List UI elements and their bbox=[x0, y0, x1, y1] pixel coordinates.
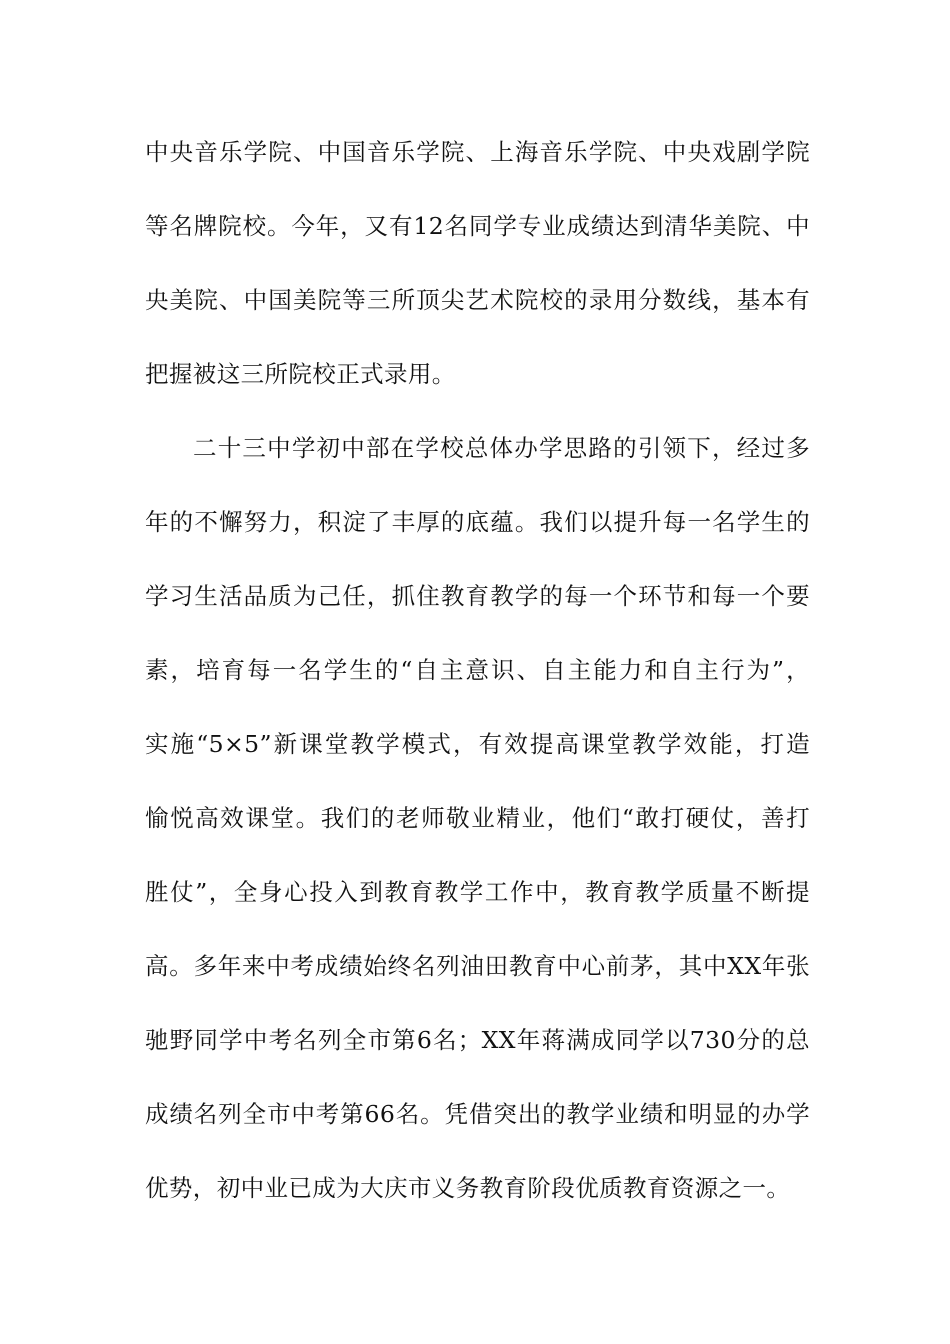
text-line: 愉悦高效课堂。我们的老师敬业精业，他们“敢打硬仗，善打 bbox=[145, 804, 810, 832]
text-line: 实施“5×5”新课堂教学模式，有效提高课堂教学效能，打造 bbox=[145, 730, 810, 758]
text-line: 央美院、中国美院等三所顶尖艺术院校的录用分数线，基本有 bbox=[145, 286, 810, 314]
text-line: 胜仗”，全身心投入到教育教学工作中，教育教学质量不断提 bbox=[145, 878, 810, 906]
text-line: 素，培育每一名学生的“自主意识、自主能力和自主行为”， bbox=[145, 656, 810, 684]
text-line: 学习生活品质为己任，抓住教育教学的每一个环节和每一个要 bbox=[145, 582, 810, 610]
text-line: 优势，初中业已成为大庆市义务教育阶段优质教育资源之一。 bbox=[145, 1174, 791, 1202]
text-line: 中央音乐学院、中国音乐学院、上海音乐学院、中央戏剧学院 bbox=[145, 138, 810, 166]
text-line: 成绩名列全市中考第66名。凭借突出的教学业绩和明显的办学 bbox=[145, 1100, 810, 1128]
text-line: 等名牌院校。今年，又有12名同学专业成绩达到清华美院、中 bbox=[145, 212, 810, 240]
text-line: 高。多年来中考成绩始终名列油田教育中心前茅，其中XX年张 bbox=[145, 952, 810, 980]
text-line: 年的不懈努力，积淀了丰厚的底蕴。我们以提升每一名学生的 bbox=[145, 508, 810, 536]
text-line: 驰野同学中考名列全市第6名；XX年蒋满成同学以730分的总 bbox=[145, 1026, 810, 1054]
text-line: 二十三中学初中部在学校总体办学思路的引领下，经过多 bbox=[193, 434, 810, 462]
text-line: 把握被这三所院校正式录用。 bbox=[145, 360, 456, 388]
